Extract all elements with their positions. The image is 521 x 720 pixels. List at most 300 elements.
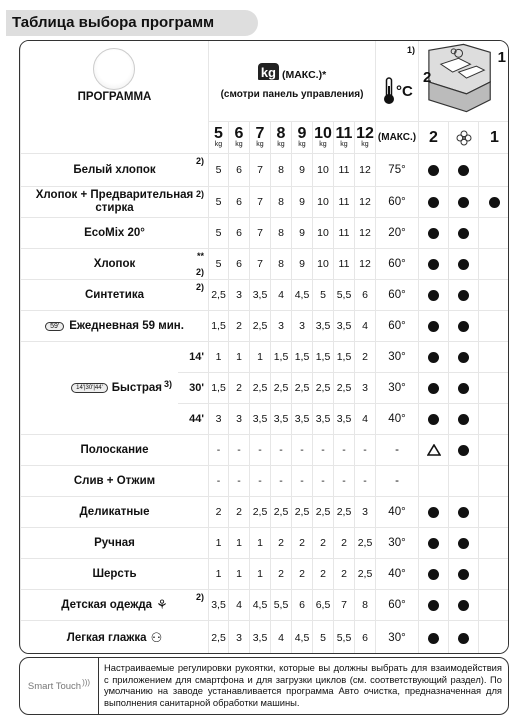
program-name: EcoMix 20°	[84, 226, 145, 239]
load-value: 3,5	[315, 320, 331, 332]
thermometer-icon	[382, 77, 396, 110]
load-value-cell	[334, 559, 354, 589]
load-value-cell	[229, 466, 249, 496]
load-value: 1	[236, 568, 242, 580]
load-value: 6	[362, 632, 368, 644]
load-value-cell	[292, 497, 312, 527]
load-value: 11	[338, 196, 350, 208]
load-value: 4,5	[294, 289, 310, 301]
temperature-value: -	[395, 475, 399, 487]
load-value: 12	[359, 258, 371, 270]
load-value-cell	[292, 404, 312, 434]
load-value: 10	[317, 164, 329, 176]
load-value: 5	[320, 289, 326, 301]
load-value-cell	[209, 373, 228, 403]
load-value-cell	[355, 590, 375, 620]
kg-unit: kg	[277, 141, 285, 148]
load-value: 3	[362, 506, 368, 518]
load-value: 2,5	[211, 289, 226, 301]
marker-dot	[428, 538, 439, 549]
quick-program-cell	[21, 342, 178, 434]
load-value-cell	[292, 249, 312, 279]
load-value-cell	[355, 621, 375, 654]
load-value-cell	[292, 154, 312, 186]
load-value: 2	[299, 568, 305, 580]
footer-box	[19, 657, 509, 715]
see-panel-note: (смотри панель управления)	[220, 88, 364, 100]
drawer-label-2: 2	[423, 69, 432, 86]
program-note: 2)	[195, 592, 204, 602]
load-value-cell	[229, 404, 249, 434]
load-value-cell	[334, 373, 354, 403]
load-value-cell	[271, 497, 291, 527]
load-value-cell	[334, 497, 354, 527]
load-value: -	[216, 475, 221, 487]
load-value: -	[237, 444, 241, 456]
program-name: Полоскание	[80, 443, 149, 456]
program-name-cell	[21, 466, 208, 496]
load-value: 3	[278, 320, 284, 332]
load-value: 2	[320, 568, 326, 580]
temperature-cell	[376, 528, 418, 558]
load-value-cell	[313, 590, 333, 620]
load-value-cell	[250, 187, 270, 217]
compartment-2-cell	[419, 249, 448, 279]
load-value-cell	[271, 559, 291, 589]
load-value-cell	[292, 528, 312, 558]
marker-dot	[458, 383, 469, 394]
temperature-header	[376, 41, 418, 121]
kg-unit: kg	[235, 141, 243, 148]
program-table	[19, 40, 509, 654]
temperature-value: 60°	[388, 258, 406, 270]
compartment-softener-cell	[449, 342, 478, 372]
load-value-cell	[229, 280, 249, 310]
load-value-cell	[209, 497, 228, 527]
compartment-2-cell	[419, 528, 448, 558]
compartment-1-cell	[479, 404, 509, 434]
load-value-cell	[250, 373, 270, 403]
load-value: 11	[338, 258, 350, 270]
load-value: 8	[278, 164, 284, 176]
load-value-cell	[229, 342, 249, 372]
compartment-2-cell	[419, 404, 448, 434]
compartment-1-cell	[479, 590, 509, 620]
load-value-cell	[313, 311, 333, 341]
temp-unit: °C	[396, 83, 413, 100]
load-column-11	[334, 122, 354, 153]
load-value: 7	[257, 196, 263, 208]
load-value: 2	[341, 568, 347, 580]
load-value-cell	[209, 249, 228, 279]
load-value: 2,5	[252, 320, 268, 332]
compartment-1-cell	[479, 280, 509, 310]
temp-note: 1)	[406, 45, 415, 55]
load-value: 2	[236, 382, 242, 394]
compartment-2-cell	[419, 621, 448, 654]
load-value-cell	[209, 342, 228, 372]
load-value: 1	[257, 568, 263, 580]
marker-dot	[428, 321, 439, 332]
load-value-cell	[313, 280, 333, 310]
load-value-cell	[334, 621, 354, 654]
temperature-value: 60°	[388, 599, 406, 611]
temperature-cell	[376, 621, 418, 654]
program-name: Детская одежда	[61, 598, 153, 611]
compartment-2-cell	[419, 466, 448, 496]
temperature-cell	[376, 280, 418, 310]
temperature-cell	[376, 154, 418, 186]
load-value: 1	[215, 537, 222, 549]
compartment-1-cell	[479, 559, 509, 589]
load-value-cell	[292, 280, 312, 310]
compartment-1-cell	[479, 187, 509, 217]
load-value-cell	[229, 373, 249, 403]
marker-dot	[458, 352, 469, 363]
load-value: 2	[278, 537, 284, 549]
load-value: 3	[236, 413, 242, 425]
load-value: 9	[297, 125, 307, 142]
load-value: 7	[257, 258, 263, 270]
compartment-1-cell	[479, 373, 509, 403]
load-value-cell	[209, 154, 228, 186]
program-name: Слив + Отжим	[73, 474, 156, 487]
marker-dot	[428, 507, 439, 518]
load-value-cell	[229, 154, 249, 186]
detergent-drawer	[419, 41, 509, 121]
load-value: 11	[338, 164, 350, 176]
load-value: 3,5	[211, 599, 226, 611]
load-value: 5	[215, 164, 222, 176]
program-name: Белый хлопок	[73, 163, 156, 176]
compartment-1-header	[479, 122, 509, 153]
load-value: 12	[359, 196, 371, 208]
load-value-cell	[313, 528, 333, 558]
compartment-softener-cell	[449, 249, 478, 279]
compartment-softener-cell	[449, 280, 478, 310]
load-value: 3,5	[252, 413, 268, 425]
load-value: 5,5	[336, 632, 352, 644]
load-value: 11	[338, 227, 350, 239]
compartment-2-cell	[419, 311, 448, 341]
load-value: 7	[257, 164, 263, 176]
load-value-cell	[209, 280, 228, 310]
program-name: Деликатные	[79, 505, 150, 518]
load-value: -	[216, 444, 221, 456]
daily-59-icon: 59'	[45, 322, 64, 331]
load-value-cell	[313, 435, 333, 465]
load-value-cell	[229, 435, 249, 465]
load-value-cell	[229, 497, 249, 527]
load-value: 6	[299, 599, 305, 611]
compartment-softener-cell	[449, 497, 478, 527]
program-note: 2)	[195, 189, 204, 199]
load-value-cell	[334, 311, 354, 341]
load-value: -	[300, 444, 304, 456]
load-value: 6	[236, 258, 242, 270]
load-value: 2	[320, 537, 326, 549]
page-title: Таблица выбора программ	[12, 14, 215, 31]
load-value: 9	[299, 227, 305, 239]
load-value: 4	[278, 289, 284, 301]
load-value-cell	[229, 590, 249, 620]
marker-dot	[489, 197, 500, 208]
compartment-softener-cell	[449, 435, 478, 465]
load-value-cell	[271, 404, 291, 434]
load-value: 5	[215, 196, 222, 208]
load-value-cell	[250, 154, 270, 186]
load-value-cell	[229, 311, 249, 341]
program-note: **	[196, 251, 204, 261]
load-value-cell	[209, 559, 228, 589]
compartment-2-cell	[419, 342, 448, 372]
load-value: 12	[359, 227, 371, 239]
load-value-cell	[355, 218, 375, 248]
load-value-cell	[355, 466, 375, 496]
load-value-cell	[250, 528, 270, 558]
program-name: Хлопок + Предварительная стирка	[35, 189, 194, 214]
program-note: 2)	[195, 156, 204, 166]
marker-dot	[458, 197, 469, 208]
load-value: 7	[341, 599, 347, 611]
load-value-cell	[229, 249, 249, 279]
load-value: 2,5	[294, 382, 310, 394]
kg-weight-icon: kg	[258, 63, 279, 80]
load-value: 5,5	[273, 599, 289, 611]
marker-dot	[428, 165, 439, 176]
load-value: -	[237, 475, 241, 487]
compartment-1-cell	[479, 218, 509, 248]
compartment-softener-cell	[449, 218, 478, 248]
load-value: 1	[215, 351, 222, 363]
load-value: -	[363, 444, 367, 456]
temperature-value: 60°	[388, 196, 406, 208]
program-name-cell	[21, 187, 208, 217]
compartment-softener-cell	[449, 559, 478, 589]
load-column-7	[250, 122, 270, 153]
load-value-cell	[355, 528, 375, 558]
kg-unit: kg	[361, 141, 369, 148]
load-value-cell	[271, 280, 291, 310]
load-value: -	[279, 444, 283, 456]
marker-dot	[458, 507, 469, 518]
load-value-cell	[271, 373, 291, 403]
load-value-cell	[355, 249, 375, 279]
load-value: 9	[299, 258, 305, 270]
load-value-cell	[355, 497, 375, 527]
iron-icon: ⚇	[150, 630, 163, 645]
compartment-2-cell	[419, 435, 448, 465]
load-value-cell	[355, 559, 375, 589]
quick-duration: 30'	[189, 382, 204, 394]
temperature-value: 75°	[388, 164, 406, 176]
load-value-cell	[271, 218, 291, 248]
load-value: 2,5	[336, 382, 352, 394]
load-value: 2	[236, 320, 242, 332]
load-value-cell	[334, 466, 354, 496]
program-name-cell	[21, 497, 208, 527]
load-value: -	[258, 444, 262, 456]
load-value: 10	[314, 125, 332, 142]
load-value-cell	[250, 435, 270, 465]
temperature-cell	[376, 373, 418, 403]
load-value-cell	[292, 466, 312, 496]
load-value-cell	[229, 187, 249, 217]
load-value: 3,5	[294, 413, 310, 425]
marker-dot	[458, 569, 469, 580]
load-value: 2,5	[211, 632, 226, 644]
program-name-cell	[21, 311, 208, 341]
load-value-cell	[334, 435, 354, 465]
load-value-cell	[334, 187, 354, 217]
load-value-cell	[271, 528, 291, 558]
program-note-2: 2)	[195, 267, 204, 277]
load-value: 3,5	[336, 320, 352, 332]
load-value-cell	[313, 154, 333, 186]
load-value: 3,5	[252, 289, 268, 301]
load-value-cell	[271, 154, 291, 186]
load-value: 4	[362, 413, 368, 425]
kg-unit: kg	[340, 141, 348, 148]
load-value: -	[342, 475, 346, 487]
load-value: 9	[299, 196, 305, 208]
load-value-cell	[355, 154, 375, 186]
program-name-cell	[21, 559, 208, 589]
load-value: 6	[234, 125, 244, 142]
load-value-cell	[271, 621, 291, 654]
temperature-value: 60°	[388, 289, 406, 301]
load-value: -	[342, 444, 346, 456]
load-value: 2	[299, 537, 305, 549]
kg-max-label: (МАКС.)*	[281, 68, 327, 81]
load-value: 4,5	[294, 632, 310, 644]
load-value-cell	[209, 311, 228, 341]
load-value: 2,5	[252, 382, 268, 394]
program-name-cell	[21, 528, 208, 558]
load-value-cell	[209, 404, 228, 434]
load-value: 9	[299, 164, 305, 176]
marker-dot	[458, 321, 469, 332]
load-value: 2,5	[252, 506, 268, 518]
compartment-softener-cell	[449, 528, 478, 558]
load-value-cell	[271, 590, 291, 620]
temp-max-label: (МАКС.)	[377, 132, 417, 143]
marker-dot	[458, 445, 469, 456]
marker-dot	[458, 290, 469, 301]
load-value-cell	[313, 466, 333, 496]
load-value: 4	[278, 632, 284, 644]
compartment-1-cell	[479, 528, 509, 558]
compartment-softener-cell	[449, 466, 478, 496]
temperature-value: 60°	[388, 320, 406, 332]
program-header	[21, 41, 208, 153]
load-value: 10	[317, 258, 329, 270]
temperature-cell	[376, 342, 418, 372]
compartment-softener-cell	[449, 621, 478, 654]
compartment-1-cell	[479, 466, 509, 496]
load-value: 2,5	[357, 568, 373, 580]
load-value: 2,5	[273, 506, 289, 518]
load-column-10	[313, 122, 333, 153]
load-value: 6	[236, 196, 242, 208]
load-value-cell	[271, 187, 291, 217]
load-value: 5	[214, 125, 223, 142]
temperature-value: 20°	[388, 227, 406, 239]
load-value-cell	[209, 590, 228, 620]
program-name: Ежедневная 59 мин.	[69, 319, 184, 332]
load-value: 11	[335, 125, 353, 142]
temperature-cell	[376, 497, 418, 527]
load-value: 3	[236, 289, 242, 301]
load-value-cell	[355, 187, 375, 217]
temperature-value: -	[395, 444, 399, 456]
load-value: 6	[362, 289, 368, 301]
compartment-2-cell	[419, 280, 448, 310]
load-value-cell	[271, 435, 291, 465]
load-value-cell	[292, 187, 312, 217]
load-value-cell	[271, 342, 291, 372]
load-value-cell	[334, 249, 354, 279]
marker-dot	[428, 633, 439, 644]
load-value: 1,5	[336, 351, 352, 363]
load-column-12	[355, 122, 375, 153]
load-value: 8	[278, 227, 284, 239]
load-value: 5	[320, 632, 326, 644]
load-value-cell	[313, 342, 333, 372]
load-value: 6,5	[315, 599, 331, 611]
load-value: -	[300, 475, 304, 487]
page-title-bar	[6, 10, 258, 36]
load-value: 4	[236, 599, 242, 611]
load-value-cell	[292, 621, 312, 654]
load-value-cell	[209, 621, 228, 654]
load-value-cell	[334, 528, 354, 558]
load-value: 1	[215, 568, 222, 580]
load-value: 1	[257, 537, 263, 549]
quick-program-icon: 14'|30'|44'	[71, 383, 108, 393]
compartment-1-cell	[479, 497, 509, 527]
load-value-cell	[334, 218, 354, 248]
footer-text: Настраиваемые регулировки рукоятки, которые вы должны выбрать для взаимодействия с приложением для смартфона и для загрузки циклов (см. соответствующий раздел). По умолчанию на заводе устанавливается программа Авто очистка, предназначенная для выполнения санитарной обработки машины.	[104, 662, 502, 708]
load-value-cell	[334, 590, 354, 620]
compartment-2-cell	[419, 154, 448, 186]
load-value-cell	[250, 466, 270, 496]
load-value: 5	[215, 227, 222, 239]
temperature-value: 30°	[388, 382, 406, 394]
compartment-2-cell	[419, 218, 448, 248]
load-value: 2,5	[336, 506, 352, 518]
program-name: Синтетика	[84, 288, 145, 301]
kg-unit: kg	[298, 141, 306, 148]
marker-dot	[428, 569, 439, 580]
load-value-cell	[209, 528, 228, 558]
load-value: -	[258, 475, 262, 487]
load-value: 1,5	[315, 351, 331, 363]
compartment-label: 1	[490, 128, 499, 146]
marker-dot	[428, 383, 439, 394]
load-value: -	[321, 444, 325, 456]
load-column-5	[209, 122, 228, 153]
temperature-value: 40°	[388, 506, 406, 518]
flower-icon	[456, 130, 472, 146]
load-value: 2,5	[315, 506, 331, 518]
compartment-softener-header	[449, 122, 478, 153]
compartment-softener-cell	[449, 404, 478, 434]
quick-program-name: Быстрая	[111, 381, 162, 394]
quick-duration: 44'	[189, 413, 204, 425]
load-value: 1	[236, 351, 242, 363]
temperature-value: 40°	[388, 568, 406, 580]
